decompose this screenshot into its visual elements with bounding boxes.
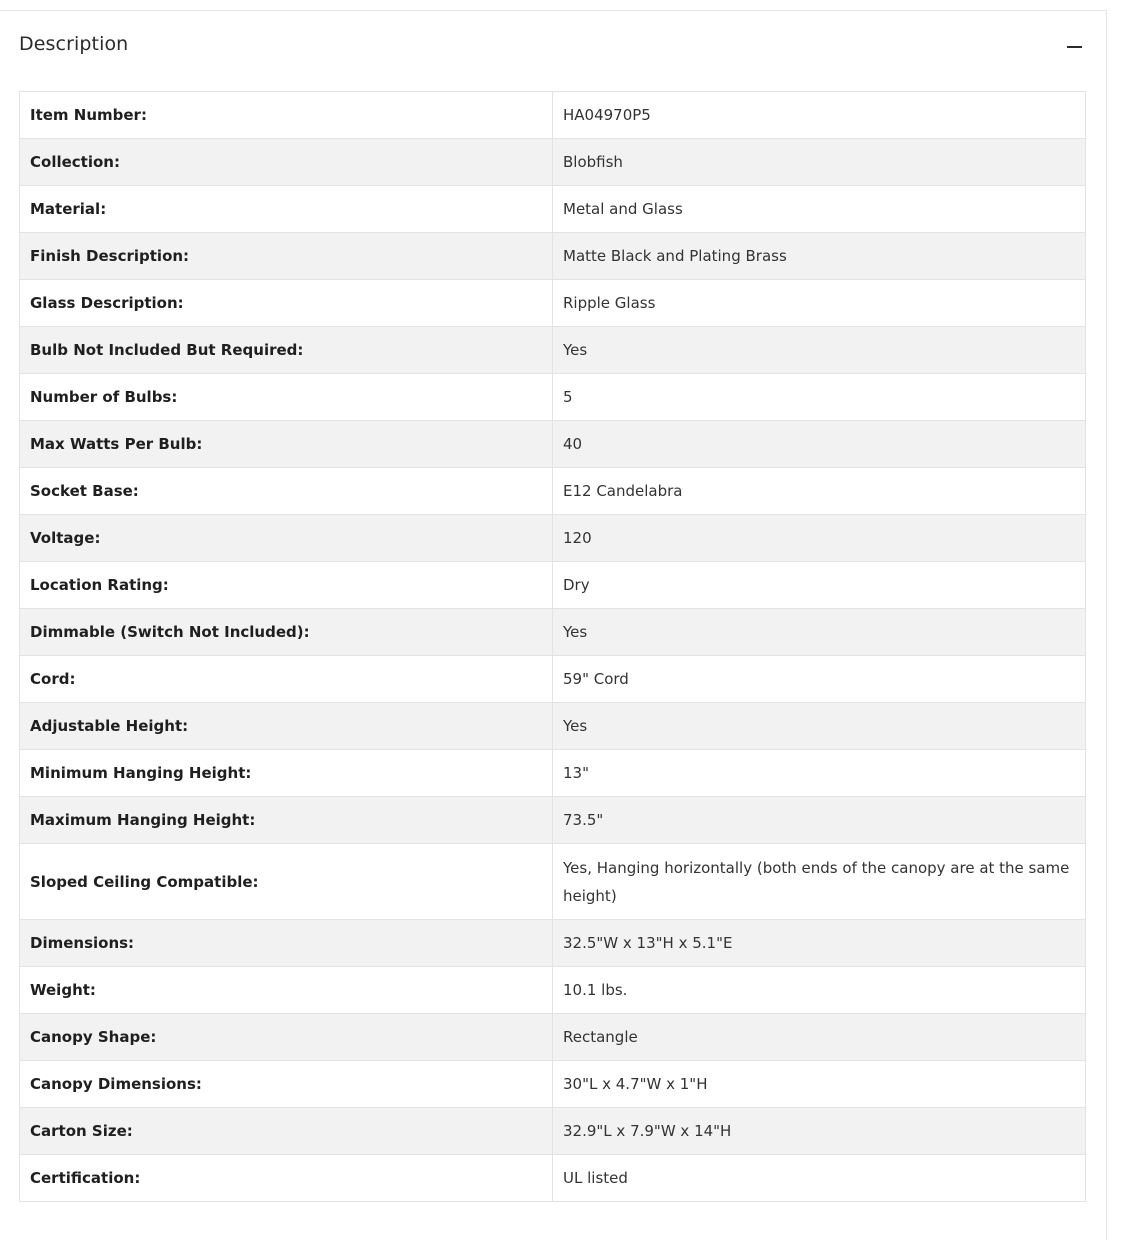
spec-label: Certification:	[20, 1155, 553, 1202]
spec-label: Glass Description:	[20, 280, 553, 327]
spec-table	[19, 91, 1086, 1202]
description-header[interactable]	[0, 11, 1106, 81]
table-row	[20, 1155, 1086, 1202]
spec-label: Location Rating:	[20, 562, 553, 609]
spec-value: Yes	[553, 703, 1086, 750]
spec-value: 30"L x 4.7"W x 1"H	[553, 1061, 1086, 1108]
spec-label: Voltage:	[20, 515, 553, 562]
table-row	[20, 750, 1086, 797]
spec-value: Blobfish	[553, 139, 1086, 186]
table-row	[20, 421, 1086, 468]
description-panel	[0, 10, 1107, 1240]
table-row	[20, 1061, 1086, 1108]
table-row	[20, 562, 1086, 609]
spec-value: Dry	[553, 562, 1086, 609]
spec-value: Rectangle	[553, 1014, 1086, 1061]
spec-value: UL listed	[553, 1155, 1086, 1202]
section-title: Description	[19, 33, 129, 55]
table-row	[20, 280, 1086, 327]
table-row	[20, 967, 1086, 1014]
spec-label: Weight:	[20, 967, 553, 1014]
spec-label: Minimum Hanging Height:	[20, 750, 553, 797]
table-row	[20, 374, 1086, 421]
spec-label: Sloped Ceiling Compatible:	[20, 844, 553, 920]
spec-value: 10.1 lbs.	[553, 967, 1086, 1014]
spec-value: 40	[553, 421, 1086, 468]
spec-label: Cord:	[20, 656, 553, 703]
spec-value: 120	[553, 515, 1086, 562]
spec-label: Dimmable (Switch Not Included):	[20, 609, 553, 656]
spec-value: Yes	[553, 327, 1086, 374]
spec-value: E12 Candelabra	[553, 468, 1086, 515]
spec-value: Ripple Glass	[553, 280, 1086, 327]
spec-value: Matte Black and Plating Brass	[553, 233, 1086, 280]
spec-label: Number of Bulbs:	[20, 374, 553, 421]
table-row	[20, 703, 1086, 750]
table-row	[20, 1108, 1086, 1155]
spec-label: Collection:	[20, 139, 553, 186]
spec-value: 32.9"L x 7.9"W x 14"H	[553, 1108, 1086, 1155]
minus-icon[interactable]	[1063, 35, 1087, 59]
table-row	[20, 186, 1086, 233]
table-row	[20, 797, 1086, 844]
table-row	[20, 327, 1086, 374]
spec-value: 73.5"	[553, 797, 1086, 844]
spec-label: Material:	[20, 186, 553, 233]
table-row	[20, 139, 1086, 186]
table-row	[20, 920, 1086, 967]
spec-label: Canopy Shape:	[20, 1014, 553, 1061]
spec-label: Maximum Hanging Height:	[20, 797, 553, 844]
spec-value: Yes	[553, 609, 1086, 656]
spec-value: Metal and Glass	[553, 186, 1086, 233]
spec-label: Adjustable Height:	[20, 703, 553, 750]
table-row	[20, 233, 1086, 280]
spec-label: Carton Size:	[20, 1108, 553, 1155]
spec-label: Max Watts Per Bulb:	[20, 421, 553, 468]
spec-label: Finish Description:	[20, 233, 553, 280]
spec-value: 59" Cord	[553, 656, 1086, 703]
spec-value: 32.5"W x 13"H x 5.1"E	[553, 920, 1086, 967]
spec-label: Canopy Dimensions:	[20, 1061, 553, 1108]
table-row	[20, 656, 1086, 703]
minus-icon-bar	[1067, 46, 1082, 48]
table-row	[20, 468, 1086, 515]
table-row	[20, 844, 1086, 920]
spec-value: 13"	[553, 750, 1086, 797]
spec-label: Dimensions:	[20, 920, 553, 967]
table-row	[20, 1014, 1086, 1061]
spec-value: HA04970P5	[553, 92, 1086, 139]
spec-label: Bulb Not Included But Required:	[20, 327, 553, 374]
spec-value: 5	[553, 374, 1086, 421]
spec-label: Socket Base:	[20, 468, 553, 515]
spec-label: Item Number:	[20, 92, 553, 139]
table-row	[20, 92, 1086, 139]
spec-value: Yes, Hanging horizontally (both ends of the canopy are at the same height)	[553, 844, 1086, 920]
table-row	[20, 515, 1086, 562]
table-row	[20, 609, 1086, 656]
